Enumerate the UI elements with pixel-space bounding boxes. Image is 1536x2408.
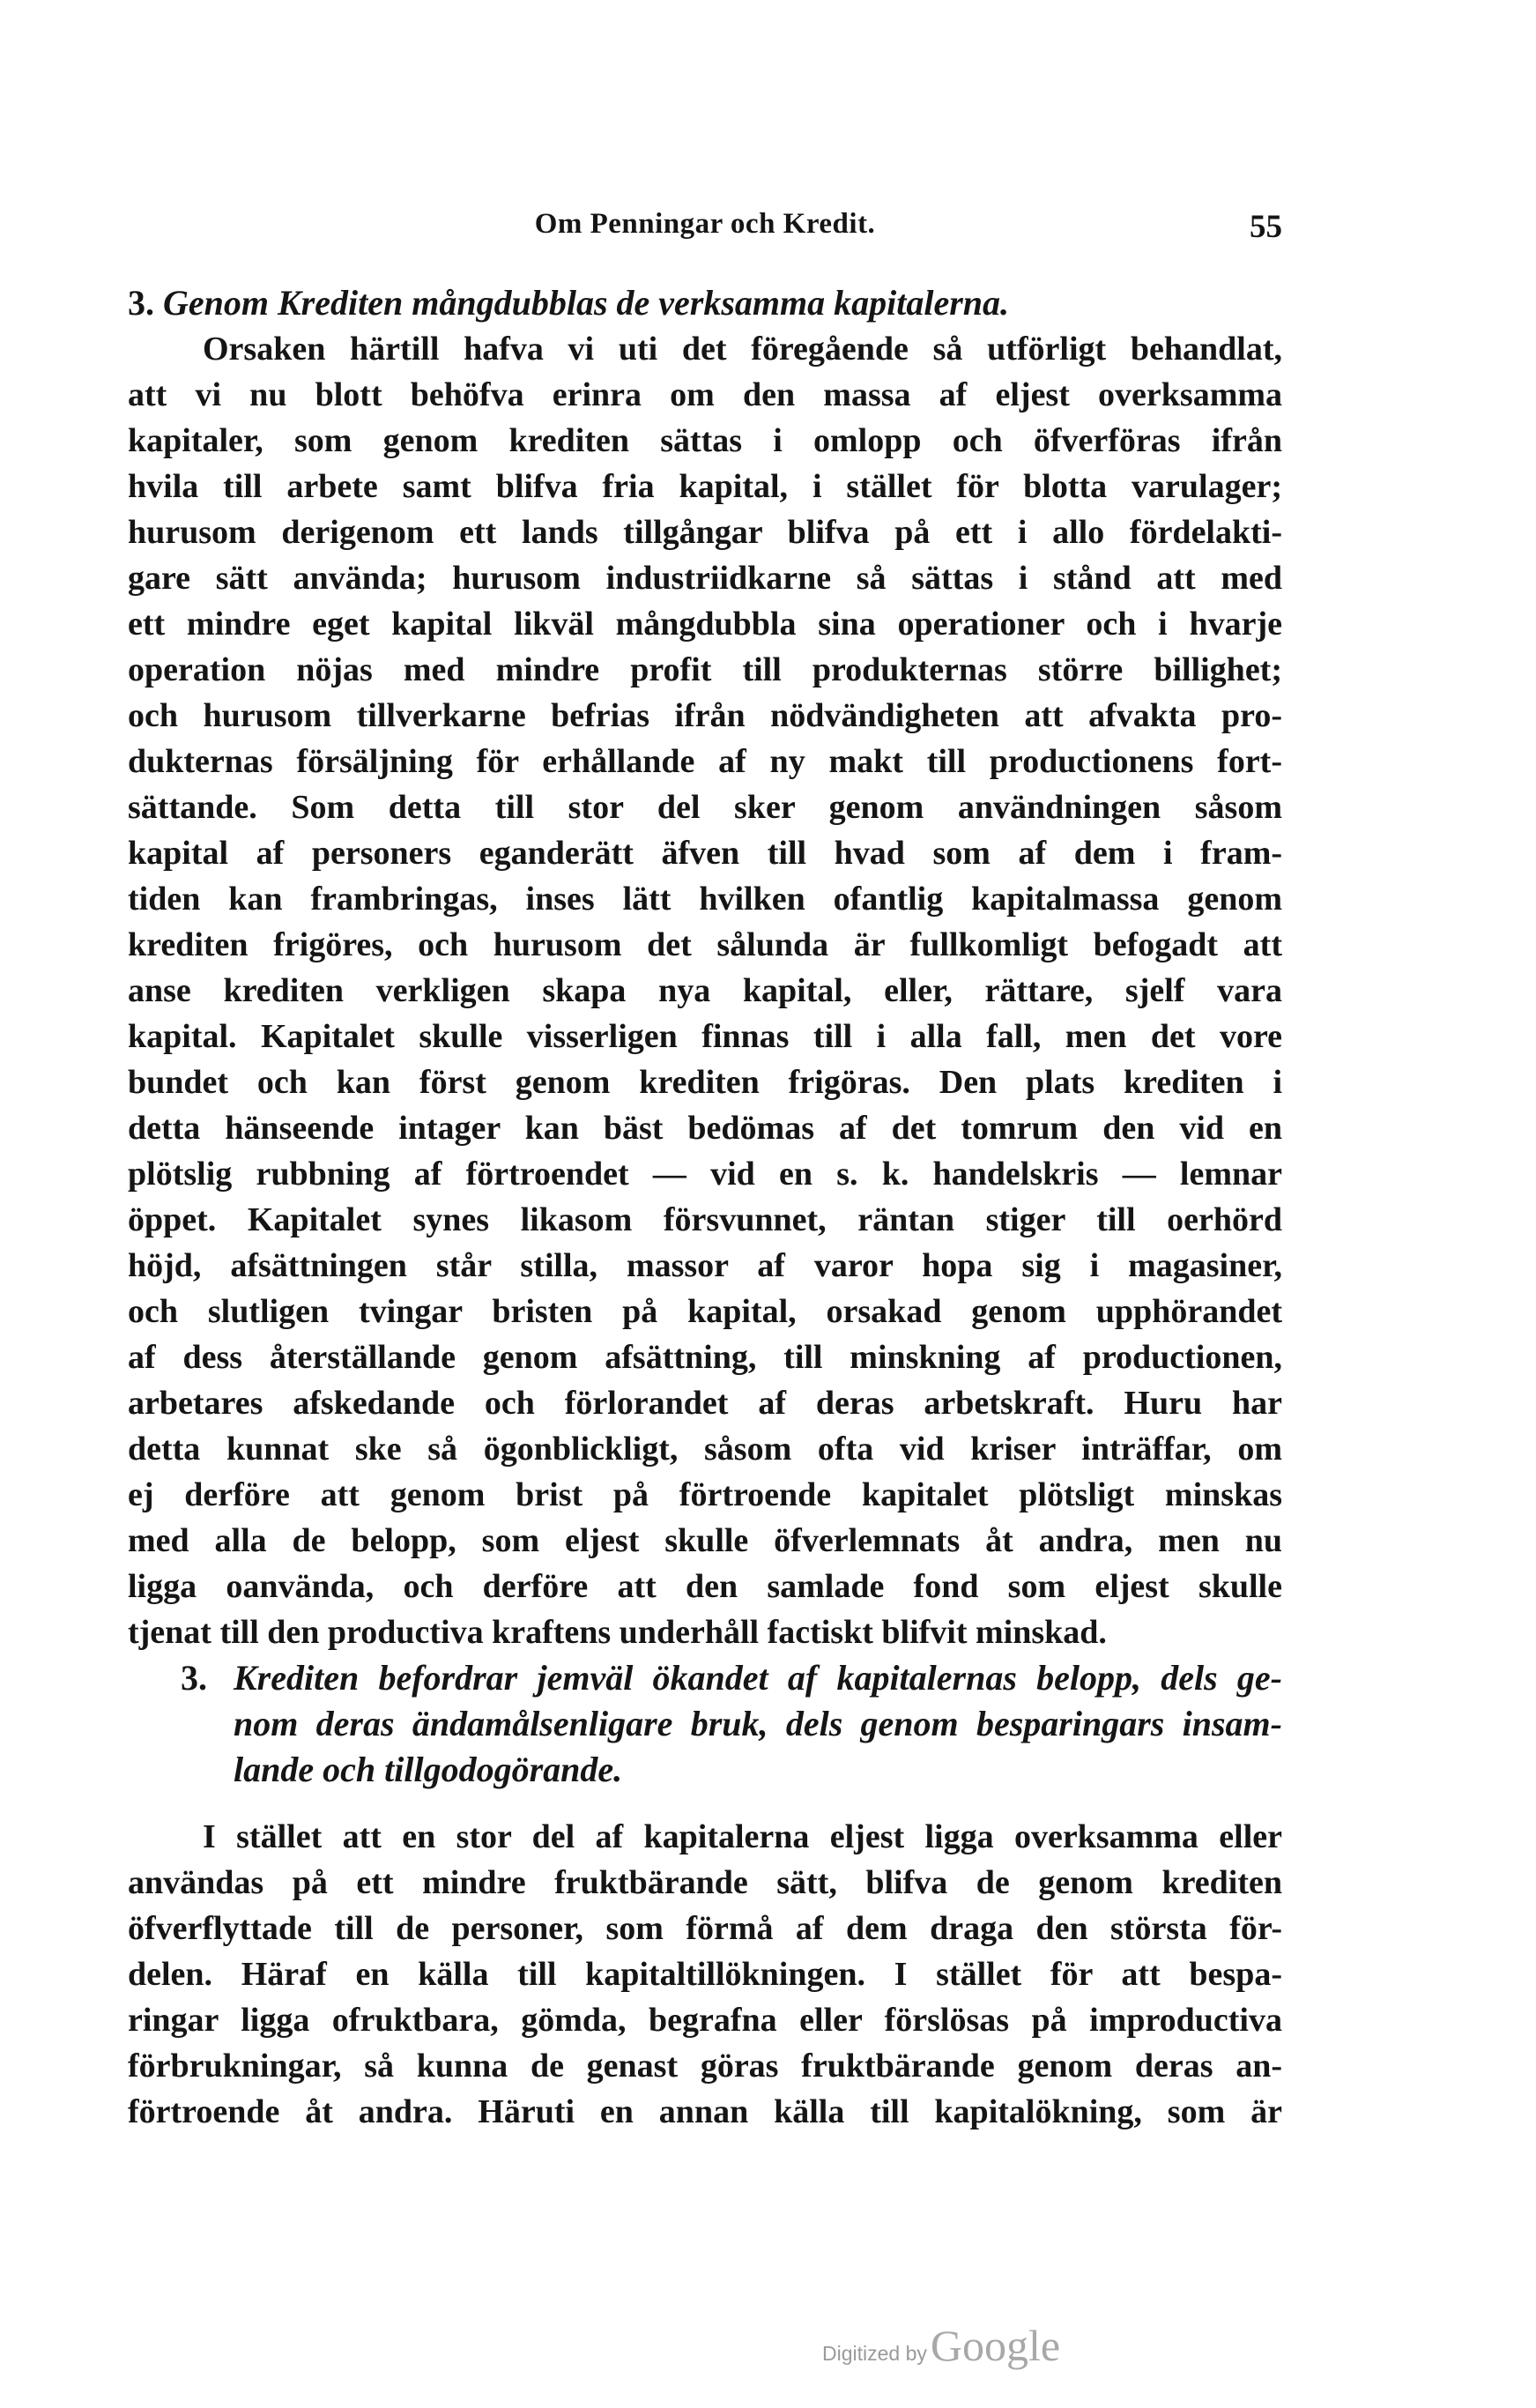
- section-body: [128, 1814, 1282, 2135]
- text-line: krediten frigöres, och hurusom det sålunda är fullkomligt befogadt att: [128, 926, 1282, 963]
- text-line: tiden kan frambringas, inses lätt hvilken ofantlig kapitalmassa genom: [128, 881, 1282, 918]
- text-line: tjenat till den productiva kraftens underhåll factiskt blifvit minskad.: [128, 1614, 1107, 1651]
- text-line: kapital. Kapitalet skulle visserligen finnas till i alla fall, men det vore: [128, 1018, 1282, 1055]
- text-line: användas på ett mindre fruktbärande sätt, blifva de genom krediten: [128, 1864, 1282, 1901]
- text-line: detta hänseende intager kan bäst bedömas af det tomrum den vid en: [128, 1110, 1282, 1147]
- text-line: öfverflyttade till de personer, som förmå af dem draga den största för-: [128, 1910, 1282, 1947]
- text-line: detta kunnat ske så ögonblickligt, såsom ofta vid kriser inträffar, om: [128, 1431, 1282, 1468]
- text-line: och slutligen tvingar bristen på kapital, orsakad genom upphörandet: [128, 1293, 1282, 1330]
- text-line: I stället att en stor del af kapitalerna eljest ligga overksamma eller: [203, 1818, 1282, 1855]
- text-line: och hurusom tillverkarne befrias ifrån nödvändigheten att afvakta pro-: [128, 697, 1282, 734]
- text-line: hvila till arbete samt blifva fria kapital, i stället för blotta varulager;: [128, 468, 1282, 505]
- text-line: bundet och kan först genom krediten frigöras. Den plats krediten i: [128, 1064, 1282, 1101]
- section-credit-increases-capital: [128, 1655, 1282, 2135]
- text-line: ligga oanvända, och derföre att den samlade fond som eljest skulle: [128, 1568, 1282, 1605]
- text-line: förbrukningar, så kunna de genast göras fruktbärande genom deras an-: [128, 2048, 1282, 2085]
- text-line: plötslig rubbning af förtroendet — vid en s. k. handelskris — lemnar: [128, 1156, 1282, 1193]
- text-line: dukternas försäljning för erhållande af ny makt till productionens fort-: [128, 743, 1282, 780]
- text-line: förtroende åt andra. Häruti en annan källa till kapitalökning, som är: [128, 2093, 1282, 2130]
- digitized-by-google-watermark: [822, 2320, 1060, 2371]
- text-line: ringar ligga ofruktbara, gömda, begrafna eller förslösas på improductiva: [128, 2002, 1282, 2039]
- text-line: ett mindre eget kapital likväl mångdubbla sina operationer och i hvarje: [128, 606, 1282, 643]
- text-line: anse krediten verkligen skapa nya kapital, eller, rättare, sjelf vara: [128, 972, 1282, 1009]
- section-credit-multiplies-capital: [128, 280, 1282, 1655]
- text-line: Orsaken härtill hafva vi uti det föregående så utförligt behandlat,: [203, 331, 1282, 368]
- section-body: [128, 326, 1282, 1655]
- digitized-label: Digitized by: [822, 2342, 927, 2365]
- text-line: af dess återställande genom afsättning, till minskning af productionen,: [128, 1339, 1282, 1376]
- text-line: höjd, afsättningen står stilla, massor af varor hopa sig i magasiner,: [128, 1247, 1282, 1284]
- title-line: nom deras ändamålsenligare bruk, dels genom besparingars insam-: [234, 1704, 1282, 1743]
- text-line: sättande. Som detta till stor del sker genom användningen såsom: [128, 789, 1282, 826]
- section-number: 3.: [181, 1658, 207, 1698]
- text-line: kapital af personers eganderätt äfven till hvad som af dem i fram-: [128, 835, 1282, 872]
- page-header: [128, 208, 1282, 261]
- section-number: 3.: [128, 283, 154, 323]
- text-line: med alla de belopp, som eljest skulle öfverlemnats åt andra, men nu: [128, 1522, 1282, 1559]
- text-line: delen. Häraf en källa till kapitaltillökningen. I stället för att bespa-: [128, 1956, 1282, 1993]
- section-heading: [128, 280, 1282, 326]
- text-line: kapitaler, som genom krediten sättas i omlopp och öfverföras ifrån: [128, 422, 1282, 459]
- text-line: öppet. Kapitalet synes likasom försvunnet, räntan stiger till oerhörd: [128, 1201, 1282, 1238]
- text-line: hurusom derigenom ett lands tillgångar blifva på ett i allo fördelakti-: [128, 514, 1282, 551]
- page-number: 55: [1250, 209, 1282, 245]
- text-line: arbetares afskedande och förlorandet af deras arbetskraft. Huru har: [128, 1385, 1282, 1422]
- title-line: lande och tillgodogörande.: [234, 1750, 623, 1789]
- google-logo: Google: [930, 2321, 1061, 2370]
- section-title: Genom Krediten mångdubblas de verksamma kapitalerna.: [163, 283, 1010, 323]
- section-heading: [128, 1655, 1282, 1793]
- section-title: [234, 1655, 1282, 1793]
- title-line: Krediten befordrar jemväl ökandet af kapitalernas belopp, dels ge-: [234, 1658, 1282, 1698]
- text-line: operation nöjas med mindre profit till produkternas större billighet;: [128, 651, 1282, 688]
- running-title: Om Penningar och Kredit.: [534, 208, 876, 240]
- text-line: ej derföre att genom brist på förtroende kapitalet plötsligt minskas: [128, 1476, 1282, 1513]
- text-line: gare sätt använda; hurusom industriidkarne så sättas i stånd att med: [128, 560, 1282, 597]
- text-line: att vi nu blott behöfva erinra om den massa af eljest overksamma: [128, 376, 1282, 413]
